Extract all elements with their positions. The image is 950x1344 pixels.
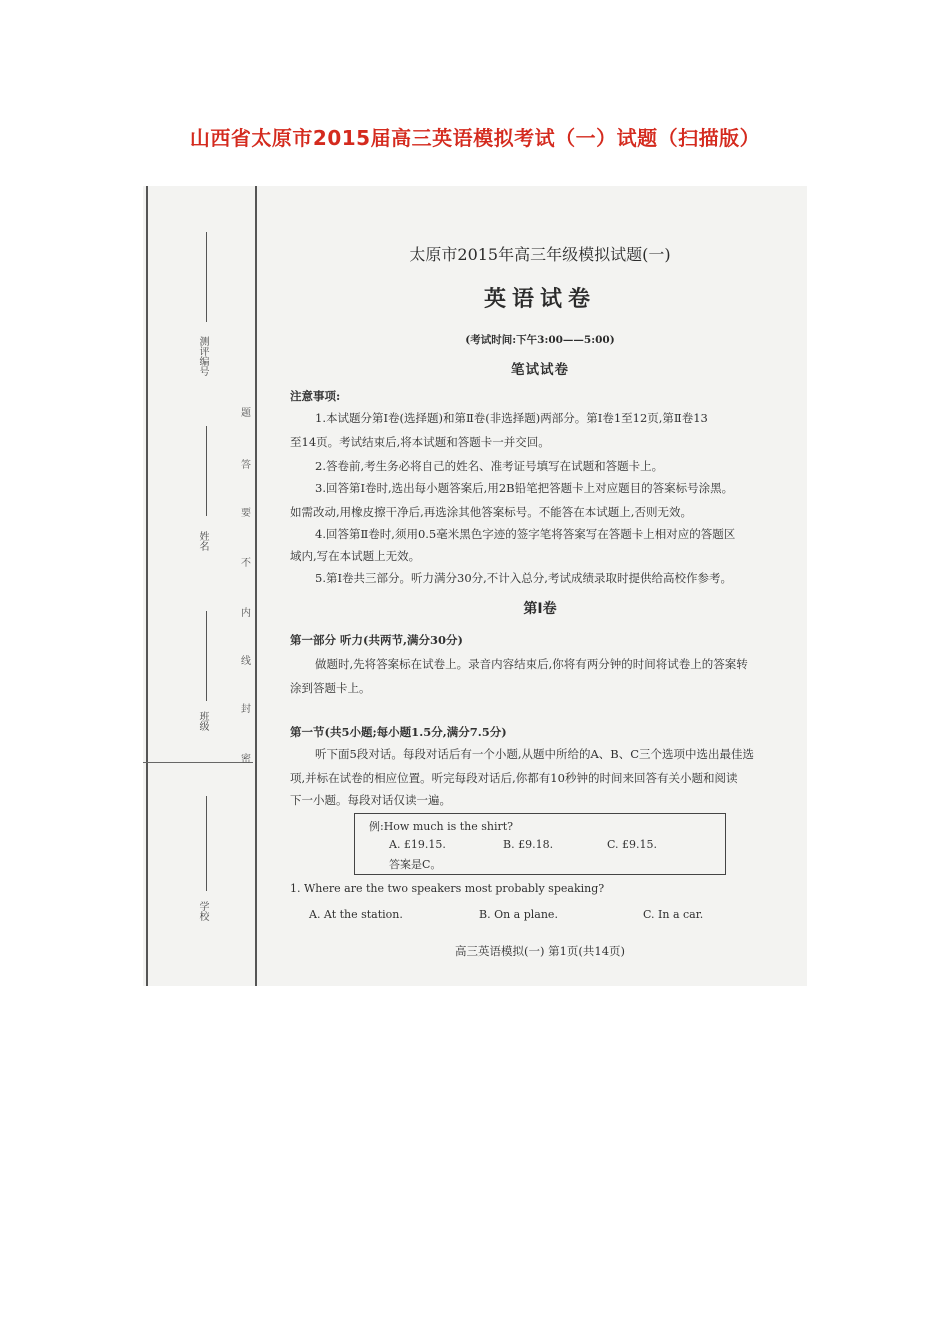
blank-review-no xyxy=(206,232,207,322)
note-line: 如需改动,用橡皮擦干净后,再选涂其他答案标号。不能答在本试题上,否则无效。 xyxy=(290,505,692,519)
part1-body-line: 做题时,先将答案标在试卷上。录音内容结束后,你将有两分钟的时间将试卷上的答案转 xyxy=(315,657,748,671)
sub1-body-line: 项,并标在试卷的相应位置。听完每段对话后,你都有10秒钟的时间来回答有关小题和阅读 xyxy=(290,771,738,785)
field-school: 学校 xyxy=(197,901,208,921)
example-answer: 答案是C。 xyxy=(389,858,442,871)
note-line: 域内,写在本试题上无效。 xyxy=(290,549,421,563)
exam-title: 太原市2015年高三年级模拟试题(一) xyxy=(409,245,671,264)
blank-class xyxy=(206,611,207,701)
blank-name xyxy=(206,426,207,516)
example-option-a: A. £19.15. xyxy=(389,838,446,851)
seal-char: 题 xyxy=(241,408,251,419)
exam-part: 笔试试卷 xyxy=(511,362,569,378)
example-option-c: C. £9.15. xyxy=(607,838,658,851)
margin-line-right xyxy=(255,186,257,986)
seal-char: 内 xyxy=(241,608,251,619)
part1-body-line: 涂到答题卡上。 xyxy=(290,681,371,695)
note-line: 1.本试题分第Ⅰ卷(选择题)和第Ⅱ卷(非选择题)两部分。第Ⅰ卷1至12页,第Ⅱ卷13 xyxy=(315,411,708,425)
note-line: 5.第Ⅰ卷共三部分。听力满分30分,不计入总分,考试成绩录取时提供给高校作参考。 xyxy=(315,571,732,585)
seal-char: 不 xyxy=(241,558,251,569)
note-line: 4.回答第Ⅱ卷时,须用0.5毫米黑色字迹的签字笔将答案写在答题卡上相对应的答题区 xyxy=(315,527,736,541)
field-review-no: 测评编号 xyxy=(197,336,208,376)
margin-divider xyxy=(143,762,253,763)
field-name: 姓名 xyxy=(197,531,208,551)
exam-time: (考试时间:下午3:00——5:00) xyxy=(465,334,615,346)
sub1-title: 第一节(共5小题;每小题1.5分,满分7.5分) xyxy=(290,725,507,739)
seal-char: 要 xyxy=(241,508,251,519)
field-class: 班级 xyxy=(197,711,208,731)
document-title: 山西省太原市2015届高三英语模拟考试（一）试题（扫描版） xyxy=(189,126,761,150)
part1-title: 第一部分 听力(共两节,满分30分) xyxy=(290,633,463,647)
example-question: 例:How much is the shirt? xyxy=(369,820,514,833)
note-line: 2.答卷前,考生务必将自己的姓名、准考证号填写在试题和答题卡上。 xyxy=(315,459,664,473)
question-1: 1. Where are the two speakers most probably speaking? xyxy=(290,882,605,895)
q1-option-c: C. In a car. xyxy=(643,908,704,921)
scanned-page xyxy=(143,186,807,986)
seal-char: 线 xyxy=(241,656,251,667)
example-option-b: B. £9.18. xyxy=(503,838,554,851)
note-line: 3.回答第Ⅰ卷时,选出每小题答案后,用2B铅笔把答题卡上对应题目的答案标号涂黑。 xyxy=(315,481,734,495)
seal-char: 密 xyxy=(241,754,251,765)
margin-line-left xyxy=(146,186,148,986)
example-box xyxy=(354,813,726,875)
notes-title: 注意事项: xyxy=(290,389,341,403)
seal-char: 封 xyxy=(241,704,251,715)
blank-school xyxy=(206,796,207,891)
seal-char: 答 xyxy=(241,460,251,471)
q1-option-b: B. On a plane. xyxy=(479,908,558,921)
q1-option-a: A. At the station. xyxy=(309,908,403,921)
sub1-body-line: 下一小题。每段对话仅读一遍。 xyxy=(290,793,451,807)
section-title: 第Ⅰ卷 xyxy=(523,601,557,617)
page-footer: 高三英语模拟(一) 第1页(共14页) xyxy=(454,944,626,958)
sub1-body-line: 听下面5段对话。每段对话后有一个小题,从题中所给的A、B、C三个选项中选出最佳选 xyxy=(315,747,755,761)
note-line: 至14页。考试结束后,将本试题和答题卡一并交回。 xyxy=(290,435,550,449)
exam-subject: 英语试卷 xyxy=(483,287,596,312)
